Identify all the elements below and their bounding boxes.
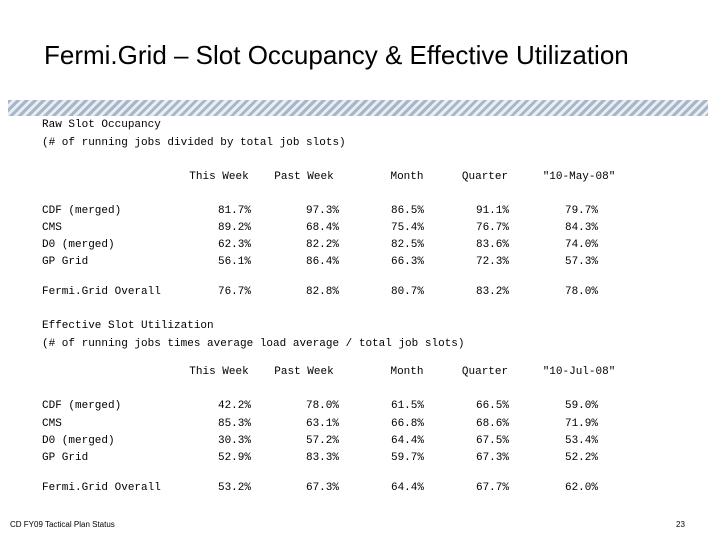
raw-row-1-label: CMS [42,222,62,234]
eff-header-0: This Week [189,366,249,378]
eff-row-2-value-2: 64.4% [390,435,424,447]
eff-overall-row-value-2: 64.4% [390,482,424,494]
eff-row-3-value-3: 67.3% [475,452,509,464]
eff-row-2-value-4: 53.4% [564,435,598,447]
raw-row-3-value-0: 56.1% [217,256,251,268]
raw-overall-row-value-1: 82.8% [305,286,339,298]
eff-row-2-value-3: 67.5% [475,435,509,447]
eff-row-3-value-4: 52.2% [564,452,598,464]
raw-row-2-value-1: 82.2% [305,239,339,251]
raw-header-4: "10-May-08" [542,171,616,183]
footer-left: CD FY09 Tactical Plan Status [10,520,115,529]
raw-overall-row-value-3: 83.2% [475,286,509,298]
raw-overall-row-value-0: 76.7% [217,286,251,298]
raw-row-2-label: D0 (merged) [42,239,115,251]
eff-row-2-value-0: 30.3% [217,435,251,447]
eff-overall-row-value-1: 67.3% [305,482,339,494]
raw-row-0-value-3: 91.1% [475,205,509,217]
eff-header-4: "10-Jul-08" [542,366,616,378]
raw-row-2-value-3: 83.6% [475,239,509,251]
raw-overall-row-value-4: 78.0% [564,286,598,298]
eff-row-0-value-3: 66.5% [475,400,509,412]
eff-row-2-value-1: 57.2% [305,435,339,447]
raw-row-0-value-4: 79.7% [564,205,598,217]
raw-row-3-label: GP Grid [42,256,89,268]
eff-row-0-label: CDF (merged) [42,400,122,412]
eff-overall-row-value-4: 62.0% [564,482,598,494]
raw-overall-row-label: Fermi.Grid Overall [42,286,161,298]
raw-row-0-value-1: 97.3% [305,205,339,217]
eff-overall-row-value-3: 67.7% [475,482,509,494]
raw-row-1-value-0: 89.2% [217,222,251,234]
raw-heading: Raw Slot Occupancy [42,119,161,131]
eff-row-1-value-2: 66.8% [390,418,424,430]
raw-row-0-label: CDF (merged) [42,205,122,217]
raw-header-0: This Week [189,171,249,183]
eff-row-0-value-4: 59.0% [564,400,598,412]
slide-title: Fermi.Grid – Slot Occupancy & Effective Utilization [44,40,629,70]
raw-header-3: Quarter [461,171,509,183]
eff-row-3-label: GP Grid [42,452,89,464]
eff-row-0-value-0: 42.2% [217,400,251,412]
eff-row-1-label: CMS [42,418,62,430]
raw-row-1-value-1: 68.4% [305,222,339,234]
eff-row-0-value-1: 78.0% [305,400,339,412]
eff-row-3-value-2: 59.7% [390,452,424,464]
eff-row-1-value-0: 85.3% [217,418,251,430]
raw-row-2-value-2: 82.5% [390,239,424,251]
raw-row-3-value-3: 72.3% [475,256,509,268]
raw-row-1-value-4: 84.3% [564,222,598,234]
raw-header-2: Month [390,171,424,183]
eff-row-3-value-1: 83.3% [305,452,339,464]
raw-row-2-value-4: 74.0% [564,239,598,251]
raw-header-1: Past Week [274,171,334,183]
eff-row-1-value-4: 71.9% [564,418,598,430]
eff-subheading: (# of running jobs times average load average / total job slots) [42,338,465,350]
eff-header-2: Month [390,366,424,378]
eff-row-1-value-1: 63.1% [305,418,339,430]
raw-row-3-value-2: 66.3% [390,256,424,268]
raw-row-3-value-4: 57.3% [564,256,598,268]
raw-subheading: (# of running jobs divided by total job slots) [42,137,346,149]
raw-overall-row-value-2: 80.7% [390,286,424,298]
raw-row-0-value-2: 86.5% [390,205,424,217]
page-number: 23 [676,520,685,529]
eff-overall-row-value-0: 53.2% [217,482,251,494]
eff-row-0-value-2: 61.5% [390,400,424,412]
raw-row-3-value-1: 86.4% [305,256,339,268]
raw-row-0-value-0: 81.7% [217,205,251,217]
eff-header-3: Quarter [461,366,509,378]
eff-row-3-value-0: 52.9% [217,452,251,464]
eff-row-1-value-3: 68.6% [475,418,509,430]
raw-row-1-value-2: 75.4% [390,222,424,234]
decorative-band [8,100,708,116]
raw-row-1-value-3: 76.7% [475,222,509,234]
eff-heading: Effective Slot Utilization [42,320,214,332]
eff-overall-row-label: Fermi.Grid Overall [42,482,161,494]
raw-row-2-value-0: 62.3% [217,239,251,251]
eff-header-1: Past Week [274,366,334,378]
eff-row-2-label: D0 (merged) [42,435,115,447]
